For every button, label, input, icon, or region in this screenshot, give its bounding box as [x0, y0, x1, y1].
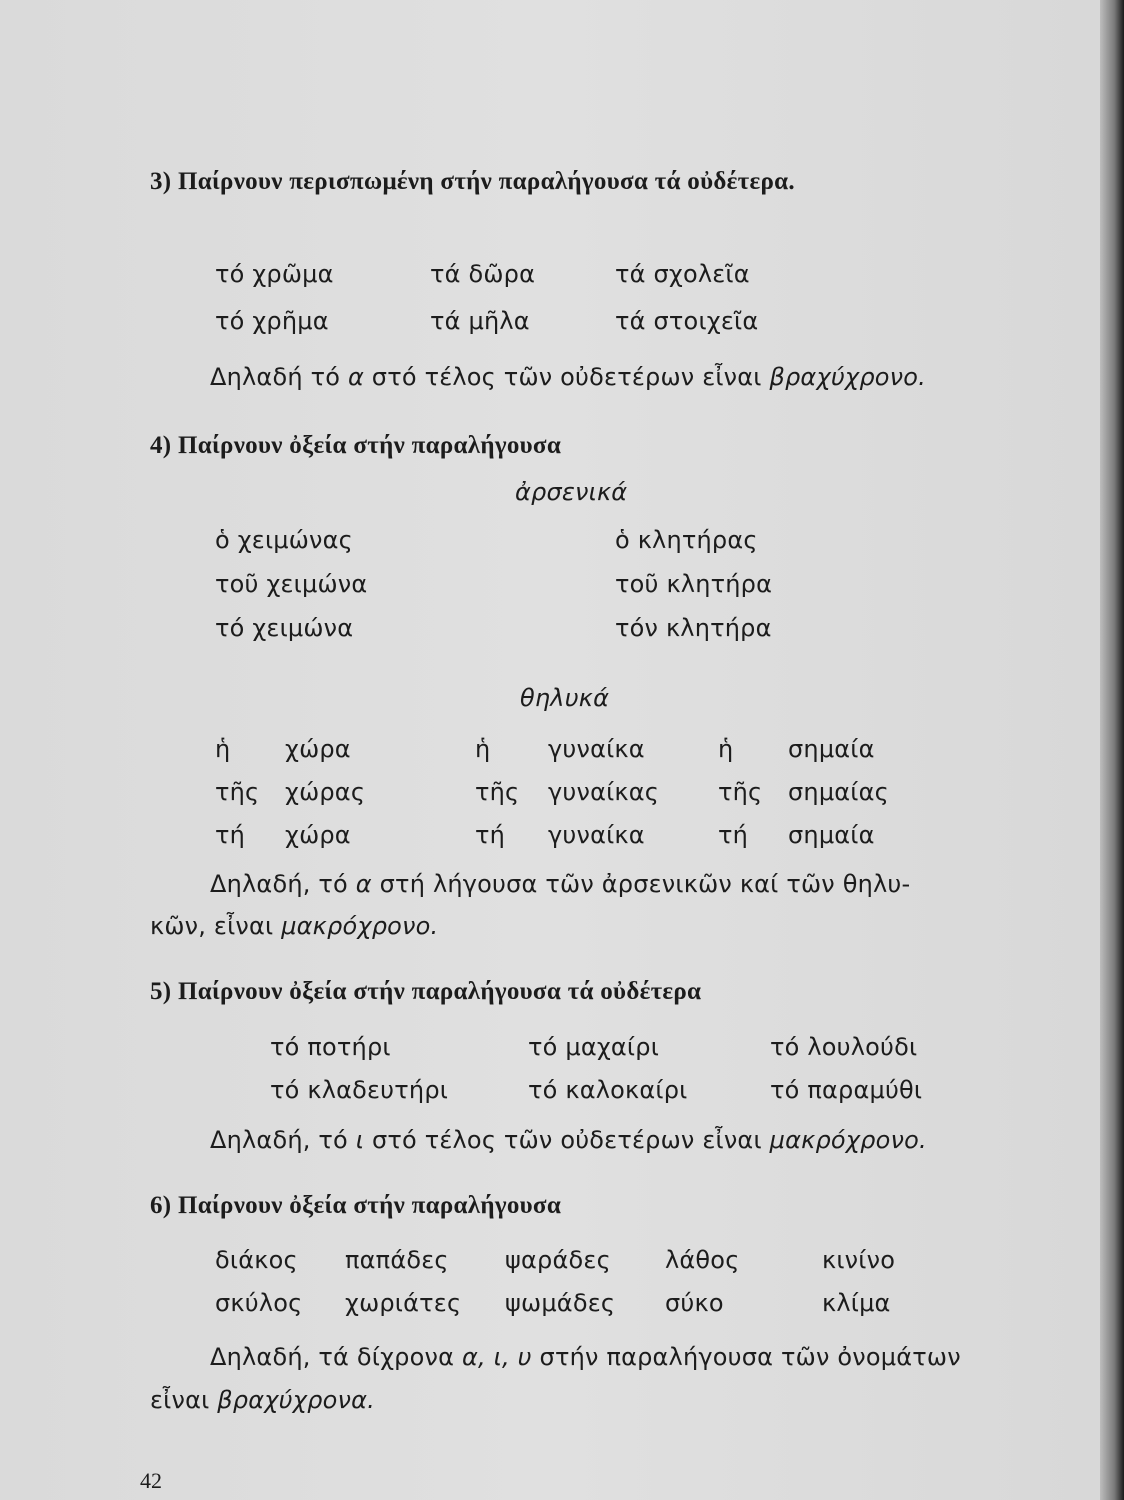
section5-heading: 5) Παίρνουν ὀξεία στήν παραλήγουσα τά οὐδέτερα	[150, 978, 702, 1005]
word: σημαία	[788, 735, 875, 763]
word: τῆς	[215, 778, 260, 806]
word: κινίνο	[822, 1246, 896, 1274]
word: τή	[215, 821, 246, 849]
word: ἡ	[215, 735, 231, 763]
emph-letter: α	[347, 363, 364, 391]
emph-letter: α	[355, 870, 372, 898]
word: χωριάτες	[345, 1289, 462, 1317]
word: διάκος	[215, 1246, 298, 1274]
word: γυναίκα	[548, 821, 645, 849]
word: τά μῆλα	[430, 307, 530, 335]
section6-conclusion-line2	[150, 1386, 375, 1414]
emph-word: βραχύχρονα.	[217, 1386, 375, 1414]
text: Δηλαδή τό	[210, 363, 348, 391]
masc-label: ἀρσενικά	[515, 478, 628, 506]
text: Δηλαδή, τό	[210, 870, 356, 898]
word: τή	[475, 821, 506, 849]
section6-conclusion-line1	[210, 1343, 961, 1371]
word: σκύλος	[215, 1289, 303, 1317]
text: στό τέλος τῶν οὐδετέρων εἶναι	[364, 1126, 770, 1154]
word: παπάδες	[345, 1246, 449, 1274]
word: σημαίας	[788, 778, 889, 806]
section5-conclusion	[210, 1126, 927, 1154]
word: τό ποτήρι	[270, 1033, 391, 1061]
word: τό κλαδευτήρι	[270, 1076, 449, 1104]
text: στό τέλος τῶν οὐδετέρων εἶναι	[363, 363, 770, 391]
word: τά σχολεῖα	[615, 260, 750, 288]
word: τό χειμώνα	[215, 614, 354, 642]
text: Δηλαδή, τά δίχρονα	[210, 1343, 462, 1371]
fem-label: θηλυκά	[520, 684, 610, 712]
word: τῆς	[718, 778, 763, 806]
emph-letters: α, ι, υ	[461, 1343, 532, 1371]
section3-heading: 3) Παίρνουν περισπωμένη στήν παραλήγουσα τά οὐδέτερα.	[150, 168, 795, 195]
word: ὁ χειμώνας	[215, 526, 353, 554]
word: τό χρῶμα	[215, 260, 334, 288]
emph-word: βραχύχρονο.	[769, 363, 926, 391]
text: εἶναι	[150, 1386, 218, 1414]
word: ἡ	[475, 735, 491, 763]
word: τοῦ χειμώνα	[215, 570, 368, 598]
word: σύκο	[665, 1289, 724, 1317]
section4-conclusion-line1	[210, 870, 910, 898]
word: τή	[718, 821, 749, 849]
section4-heading: 4) Παίρνουν ὀξεία στήν παραλήγουσα	[150, 432, 562, 459]
word: τό παραμύθι	[770, 1076, 923, 1104]
word: γυναίκα	[548, 735, 645, 763]
text: στήν παραλήγουσα τῶν ὀνομάτων	[531, 1343, 961, 1371]
word: χώρας	[285, 778, 366, 806]
word: χώρα	[285, 735, 351, 763]
emph-letter: ι	[355, 1126, 365, 1154]
word: ψωμάδες	[505, 1289, 616, 1317]
word: λάθος	[665, 1246, 740, 1274]
emph-word: μακρόχρονο.	[769, 1126, 927, 1154]
page-number: 42	[140, 1468, 162, 1493]
word: ὁ κλητήρας	[615, 526, 758, 554]
word: τό μαχαίρι	[528, 1033, 660, 1061]
word: σημαία	[788, 821, 875, 849]
word: τό καλοκαίρι	[528, 1076, 688, 1104]
word: τόν κλητήρα	[615, 614, 772, 642]
text: κῶν, εἶναι	[150, 912, 282, 940]
emph-word: μακρόχρονο.	[281, 912, 439, 940]
section6-heading: 6) Παίρνουν ὀξεία στήν παραλήγουσα	[150, 1192, 562, 1219]
word: τά δῶρα	[430, 260, 536, 288]
text: στή λήγουσα τῶν ἀρσενικῶν καί τῶν θηλυ-	[371, 870, 911, 898]
page-edge-shadow	[1100, 0, 1124, 1500]
word: τοῦ κλητήρα	[615, 570, 773, 598]
text: Δηλαδή, τό	[210, 1126, 356, 1154]
word: τῆς	[475, 778, 520, 806]
word: ψαράδες	[505, 1246, 611, 1274]
word: γυναίκας	[548, 778, 660, 806]
word: κλίμα	[822, 1289, 891, 1317]
section3-conclusion	[210, 363, 926, 391]
word: τό χρῆμα	[215, 307, 329, 335]
word: ἡ	[718, 735, 734, 763]
word: τά στοιχεῖα	[615, 307, 759, 335]
word: χώρα	[285, 821, 351, 849]
section4-conclusion-line2	[150, 912, 438, 940]
word: τό λουλούδι	[770, 1033, 918, 1061]
